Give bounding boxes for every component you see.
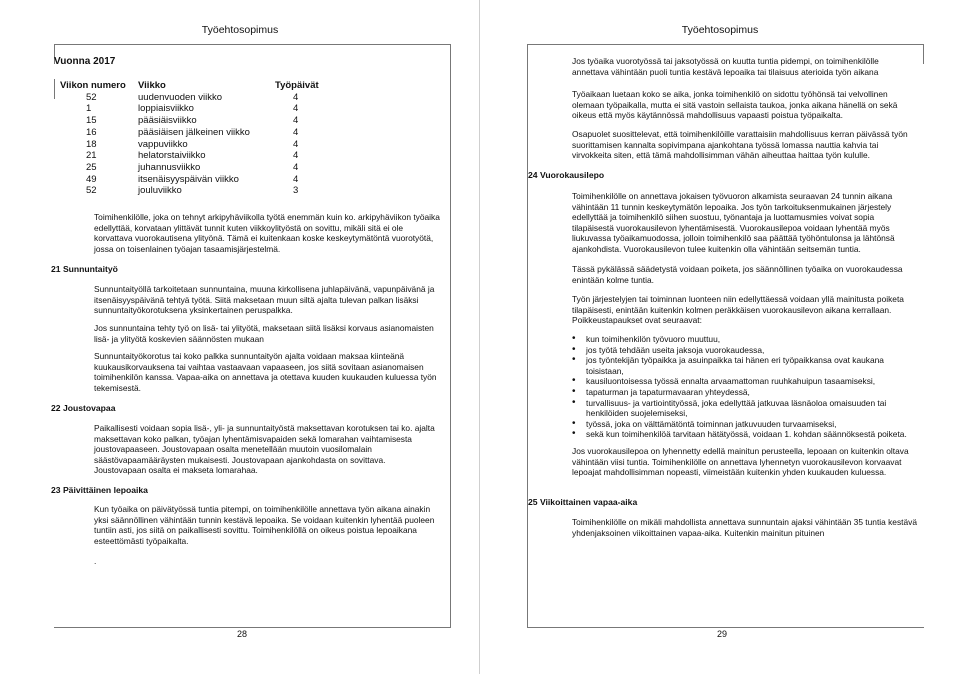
- table-cell: pääsiäisviikko: [138, 115, 197, 127]
- list-item: • kausiluontoisessa työssä ennalta arvaamattoman ruuhkahuipun tasaamiseksi,: [586, 376, 917, 387]
- table-row: [60, 115, 319, 127]
- section-25-heading: 25 Viikoittainen vapaa-aika: [528, 497, 638, 507]
- holiday-table: [60, 80, 319, 197]
- section-23-heading: 23 Päivittäinen lepoaika: [51, 485, 148, 495]
- paragraph: Paikallisesti voidaan sopia lisä-, yli- ja sunnuntaityöstä maksettavan korotuksen tai ko. ajalta maksettavan koko palkan, työajan lyhentämisvapaiden sekä lomarahan vaihtamisesta joustovapaaseen. Joustovapaan osalta menetellään muutoin vuosilomalain säästövapaamääräysten mukaisesti. Joustovapaan ajankohdasta on sovittava. Joustovapaan osalta ei makseta lomarahaa.: [94, 423, 435, 476]
- paragraph: Jos vuorokausilepoa on lyhennetty edellä mainitun perusteella, lepoaan on kuitenkin oltava vähintään viisi tuntia. Toimihenkilölle on annettava lyhennetyn vuorokausilevon korvaavat lepoajat mahdollisimman nopeasti, viimeistään kuitenkin yhden kuukauden kuluessa.: [572, 446, 909, 478]
- margin-rule: [923, 44, 924, 64]
- paragraph: Toimihenkilölle on annettava jokaisen työvuoron alkamista seuraavan 24 tunnin aikana vähintään 11 tunnin keskeytymätön lepoaika. Jos työn tarkoituksenmukainen järjestely edellyttää ja toimihenkilö siihen suostuu, työnantaja ja luottamusmies voivat sopia tilapäisestä vuorokausilevon lyhentämisestä. Vuorokausilepoa voidaan lyhentää myös liukuvassa työaikamuodossa, jolloin toimihenkilö saa päättää työhöntulonsa ja lähtönsä ajankohdista. Vuorokausilevon tulee kuitenkin olla vähintään seitsemän tuntia.: [572, 191, 895, 254]
- table-row: [60, 162, 319, 174]
- page-number: 28: [236, 629, 247, 639]
- table-cell: 4: [293, 91, 299, 103]
- paragraph: Työn järjestelyjen tai toiminnan luonteen niin edellyttäessä voidaan yllä mainitusta poiketa tilapäisesti, enintään kuitenkin kolmen peräkkäisen vuorokausilevon aikana kerrallaan. Poikkeustapaukset ovat seuraavat:: [572, 294, 904, 326]
- table-cell: 15: [86, 115, 97, 127]
- table-cell: 18: [86, 138, 97, 150]
- table-row: [60, 150, 319, 162]
- paragraph: Työaikaan luetaan koko se aika, jonka toimihenkilö on sidottu työhönsä tai velvollinen olemaan työpaikalla, mutta ei sitä vastoin sellaista taukoa, jonka aikana hänellä on sekä oikeus että myös käytännössä mahdollisuus vapaasti poistua työpaikalta.: [572, 89, 898, 121]
- table-cell: juhannusviikko: [138, 161, 201, 173]
- table-cell: vappuviikko: [138, 138, 188, 150]
- table-cell: helatorstaiviikko: [138, 150, 206, 162]
- table-cell: itsenäisyyspäivän viikko: [138, 173, 239, 185]
- list-item: • turvallisuus- ja vartiointityössä, joka edellyttää jatkuvaa läsnäoloa omaisuuden tai henkilöiden suojelemiseksi,: [586, 398, 917, 419]
- header-rule: [527, 44, 924, 45]
- table-cell: jouluviikko: [138, 185, 182, 197]
- table-cell: loppiaisviikko: [138, 103, 194, 115]
- right-page: [480, 0, 960, 674]
- table-cell: 49: [86, 173, 97, 185]
- column-header: Viikon numero: [60, 80, 126, 91]
- header-rule: [54, 44, 451, 45]
- page-header: Työehtosopimus: [681, 24, 759, 36]
- paragraph: Sunnuntaityökorotus tai koko palkka sunnuntaityön ajalta voidaan maksaa kiinteänä kuukausikorvauksena tai vaihtaa vastaavaan vapaaseen, jos siitä sovitaan asianomaisen toimihenkilön kanssa. Vapaa-aika on annettava ja otettava kuuden kuukauden kuluessa työn tekemisestä.: [94, 351, 437, 393]
- section-22-heading: 22 Joustovapaa: [51, 403, 116, 413]
- list-item: • työssä, joka on välttämätöntä toiminnan jatkuvuuden turvaamiseksi,: [586, 419, 917, 430]
- table-cell: 4: [293, 173, 299, 185]
- paragraph: Osapuolet suosittelevat, että toimihenkilöille varattaisiin mahdollisuus kerran päivässä työn suorittamisen kannalta sopivimpana ajankohtana työssä lomassa nauttia kahvia tai virvokkeita siten, että tämä mahdollisimman vähän aiheuttaa haittaa työn kululle.: [572, 129, 908, 161]
- page-header: Työehtosopimus: [201, 24, 279, 36]
- table-cell: 52: [86, 185, 97, 197]
- table-cell: 4: [293, 115, 299, 127]
- list-item: • jos työtä tehdään useita jaksoja vuorokaudessa,: [586, 345, 917, 356]
- paragraph: Kun työaika on päivätyössä tuntia pitempi, on toimihenkilölle annettava työn aikana ainakin yksi säännöllinen vähintään tunnin kestävä lepoaika. Se voidaan kuitenkin lyhentää puoleen tuntiin asti, jos siitä on paikallisesti sovittu. Toimihenkilöllä on oikeus poistua lepoaikana esteettömästi työpaikalta.: [94, 504, 435, 546]
- footer-rule: [54, 627, 451, 628]
- column-header: Viikko: [138, 80, 166, 91]
- table-row: [60, 92, 319, 104]
- stray-dot: .: [94, 556, 97, 566]
- exception-list: [572, 334, 917, 440]
- list-item: • kun toimihenkilön työvuoro muuttuu,: [586, 334, 917, 345]
- table-row: [60, 139, 319, 151]
- table-row: [60, 185, 319, 197]
- arkipyha-paragraph: Toimihenkilölle, joka on tehnyt arkipyhäviikolla työtä enemmän kuin ko. arkipyhäviikon työaika edellyttää, korvataan ylittävät tunnit kuten viikkoylityöstä on sovittu, mikäli sitä ei ole korvattava vuorokautisena ylityönä. Tämä ei kuitenkaan koske keskeytymätöntä vuorotyötä, jossa on toisenlainen työajan tasaamisjärjestelmä.: [94, 212, 440, 254]
- paragraph: Tässä pykälässä säädetystä voidaan poiketa, jos säännöllinen työaika on vuorokaudessa enintään kolme tuntia.: [572, 264, 903, 285]
- year-title: Vuonna 2017: [54, 56, 116, 67]
- table-cell: 4: [293, 138, 299, 150]
- paragraph: Sunnuntaityöllä tarkoitetaan sunnuntaina, muuna kirkollisena juhlapäivänä, vapunpäivänä ja itsenäisyyspäivänä tehtyä työtä. Siitä maksetaan muun siltä ajalta tulevan palkan lisäksi sunnuntaityökorotuksena yksinkertainen peruspalkka.: [94, 284, 435, 316]
- table-cell: 4: [293, 126, 299, 138]
- table-header-row: [60, 80, 319, 92]
- section-21-heading: 21 Sunnuntaityö: [51, 264, 118, 274]
- list-item: • tapaturman ja tapaturmavaaran yhteydessä,: [586, 387, 917, 398]
- section-24-heading: 24 Vuorokausilepo: [528, 170, 605, 180]
- paragraph: Toimihenkilölle on mikäli mahdollista annettava sunnuntain ajaksi vähintään 35 tuntia kestävä yhdenjaksoinen viikoittainen vapaa-aika. Kuitenkin mainitun pituinen: [572, 517, 917, 538]
- table-cell: 4: [293, 103, 299, 115]
- table-cell: 4: [293, 161, 299, 173]
- table-cell: 1: [86, 103, 92, 115]
- margin-rule: [527, 44, 528, 628]
- list-item: • sekä kun toimihenkilöä tarvitaan hätätyössä, voidaan 1. kohdan säännöksestä poiketa.: [586, 429, 917, 440]
- paragraph: Jos sunnuntaina tehty työ on lisä- tai ylityötä, maksetaan siitä lisäksi korvaus asianomaisten lisä- ja ylityötä koskevien säännösten mukaan: [94, 323, 434, 344]
- table-row: [60, 127, 319, 139]
- table-row: [60, 103, 319, 115]
- table-cell: 3: [293, 185, 299, 197]
- paragraph: Jos työaika vuorotyössä tai jaksotyössä on kuutta tuntia pidempi, on toimihenkilölle annettava vähintään puoli tuntia kestävä lepoaika tai tilaisuus aterioida työn aikana: [572, 56, 879, 77]
- list-item: • jos työntekijän työpaikka ja asuinpaikka tai hänen eri työpaikkansa ovat kaukana toisistaan,: [586, 355, 917, 376]
- table-cell: pääsiäisen jälkeinen viikko: [138, 126, 250, 138]
- table-row: [60, 174, 319, 186]
- table-cell: 52: [86, 91, 97, 103]
- table-cell: 4: [293, 150, 299, 162]
- table-cell: 21: [86, 150, 97, 162]
- table-cell: 25: [86, 161, 97, 173]
- table-cell: uudenvuoden viikko: [138, 91, 222, 103]
- table-cell: 16: [86, 126, 97, 138]
- page-number: 29: [716, 629, 727, 639]
- margin-rule: [54, 79, 55, 99]
- column-header: Työpäivät: [275, 80, 319, 91]
- margin-rule: [450, 44, 451, 628]
- footer-rule: [527, 627, 924, 628]
